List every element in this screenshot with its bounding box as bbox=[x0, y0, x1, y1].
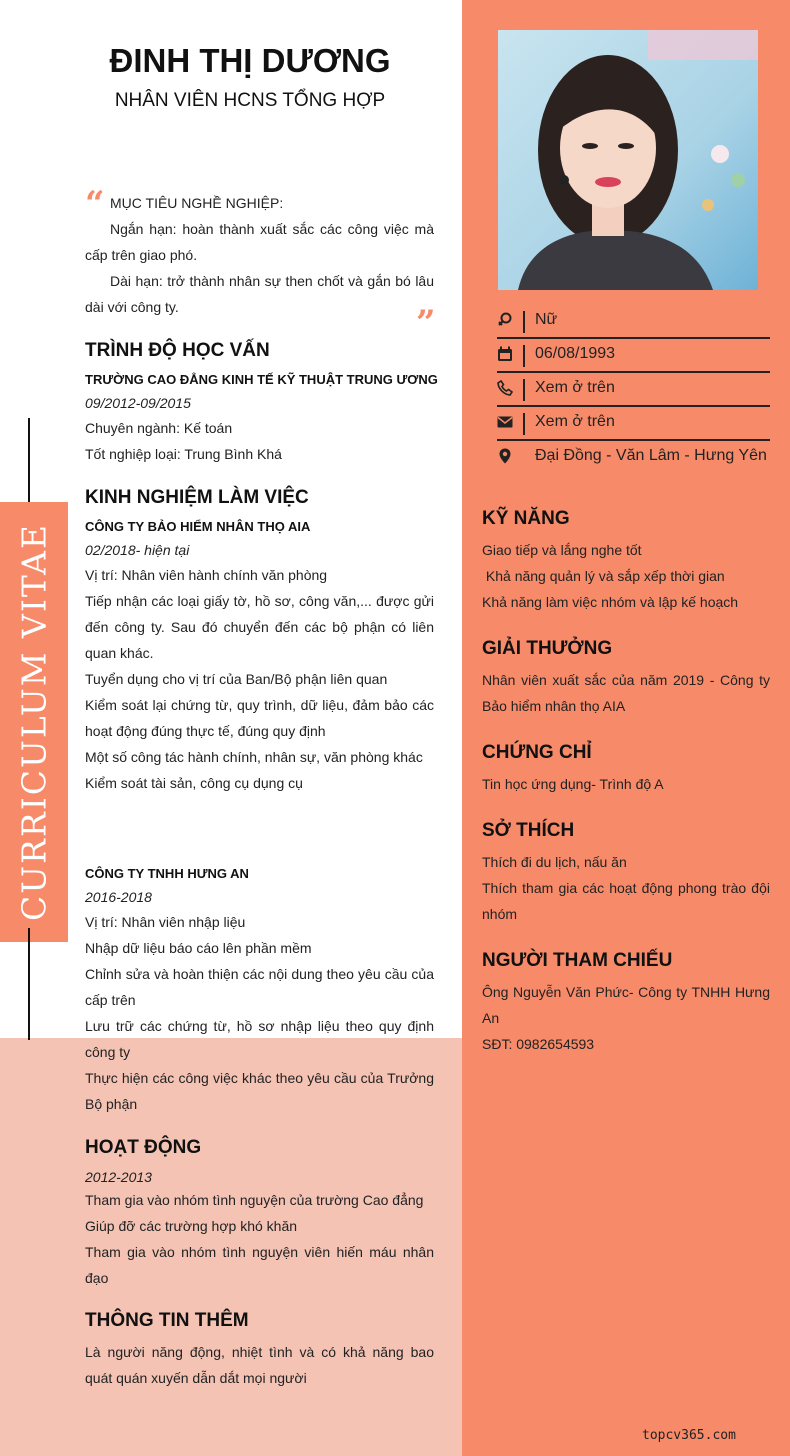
activities-period: 2012-2013 bbox=[85, 1169, 152, 1185]
profile-photo-art bbox=[498, 30, 758, 290]
education-line: Tốt nghiệp loại: Trung Bình Khá bbox=[85, 446, 282, 462]
candidate-job-title: NHÂN VIÊN HCNS TỔNG HỢP bbox=[114, 90, 386, 111]
job-company: CÔNG TY TNHH HƯNG AN bbox=[85, 866, 249, 881]
contact-separator bbox=[523, 413, 525, 435]
contact-gender-row bbox=[497, 305, 770, 339]
additional-text: Là người năng động, nhiệt tình và có khả năng bao quát quán xuyến dẫn dắt mọi người bbox=[85, 1344, 434, 1386]
reference-line: Ông Nguyễn Văn Phức- Công ty TNHH Hưng An bbox=[482, 984, 770, 1026]
job-details bbox=[85, 562, 434, 796]
education-line: Chuyên ngành: Kế toán bbox=[85, 420, 233, 436]
quote-close-icon: ” bbox=[416, 303, 436, 343]
gender-icon bbox=[497, 312, 513, 328]
hobby-item: Thích đi du lịch, nấu ăn bbox=[482, 854, 627, 870]
education-details bbox=[85, 415, 434, 467]
additional-title: THÔNG TIN THÊM bbox=[85, 1310, 249, 1331]
job-period: 2016-2018 bbox=[85, 889, 152, 905]
hobbies-title: SỞ THÍCH bbox=[482, 820, 575, 841]
profile-photo bbox=[498, 30, 758, 290]
reference-line: SĐT: 0982654593 bbox=[482, 1036, 595, 1052]
contact-separator bbox=[523, 345, 525, 367]
contact-email-row bbox=[497, 407, 770, 441]
job-line: Chỉnh sửa và hoàn thiện các nội dung theo yêu cầu của cấp trên bbox=[85, 966, 434, 1008]
activity-line: Giúp đỡ các trường hợp khó khăn bbox=[85, 1218, 298, 1234]
skill-item: Giao tiếp và lắng nghe tốt bbox=[482, 542, 642, 558]
contact-phone-row bbox=[497, 373, 770, 407]
experience-title: KINH NGHIỆM LÀM VIỆC bbox=[85, 487, 309, 508]
objective-section bbox=[85, 190, 434, 320]
job-line: Lưu trữ các chứng từ, hồ sơ nhập liệu theo quy định công ty bbox=[85, 1018, 434, 1060]
contact-birthday-row bbox=[497, 339, 770, 373]
hobby-item: Thích tham gia các hoạt động phong trào đội nhóm bbox=[482, 880, 770, 922]
candidate-name: ĐINH THỊ DƯƠNG bbox=[109, 42, 391, 79]
references-details bbox=[482, 979, 770, 1057]
awards-details bbox=[482, 667, 770, 719]
watermark: topcv365.com bbox=[642, 1428, 736, 1443]
job-period: 02/2018- hiện tại bbox=[85, 542, 190, 558]
calendar-icon bbox=[497, 346, 513, 362]
contact-address-row bbox=[497, 441, 770, 475]
location-icon bbox=[497, 448, 513, 464]
side-label: CURRICULUM VITAE bbox=[14, 522, 54, 922]
contact-birthday: 06/08/1993 bbox=[535, 345, 616, 362]
job-line: Một số công tác hành chính, nhân sự, văn phòng khác bbox=[85, 749, 423, 765]
objective-long-term: Dài hạn: trở thành nhân sự then chốt và gắn bó lâu dài với công ty. bbox=[85, 273, 434, 315]
awards-title: GIẢI THƯỞNG bbox=[482, 638, 613, 659]
references-title: NGƯỜI THAM CHIẾU bbox=[482, 950, 673, 971]
education-school: TRƯỜNG CAO ĐẲNG KINH TẾ KỸ THUẬT TRUNG ƯƠNG bbox=[85, 372, 438, 387]
certificate-text: Tin học ứng dụng- Trình độ A bbox=[482, 776, 664, 792]
side-line-bottom bbox=[28, 928, 30, 1040]
skills-title: KỸ NĂNG bbox=[482, 508, 570, 529]
activities-title: HOẠT ĐỘNG bbox=[85, 1137, 202, 1158]
contact-phone: Xem ở trên bbox=[535, 379, 615, 396]
quote-open-icon: “ bbox=[85, 184, 105, 224]
additional-details bbox=[85, 1339, 434, 1391]
job-line: Tiếp nhận các loại giấy tờ, hồ sơ, công văn,... được gửi đến công ty. Sau đó chuyển đến các bộ phận có liên quan khác. bbox=[85, 593, 434, 661]
job-line: Thực hiện các công việc khác theo yêu cầu của Trưởng Bộ phận bbox=[85, 1070, 434, 1112]
activity-line: Tham gia vào nhóm tình nguyện viên hiến máu nhân đạo bbox=[85, 1244, 434, 1286]
contact-separator bbox=[523, 311, 525, 333]
job-line: Kiểm soát lại chứng từ, quy trình, dữ liệu, đảm bảo các hoạt động đúng thực tế, đúng quy định bbox=[85, 697, 434, 739]
mail-icon bbox=[497, 414, 513, 430]
job-details bbox=[85, 909, 434, 1117]
skill-item: Khả năng làm việc nhóm và lập kế hoạch bbox=[482, 594, 739, 610]
objective-label: MỤC TIÊU NGHỀ NGHIỆP: bbox=[110, 195, 284, 211]
education-title: TRÌNH ĐỘ HỌC VẤN bbox=[85, 340, 270, 361]
objective-short-term: Ngắn hạn: hoàn thành xuất sắc các công việc mà cấp trên giao phó. bbox=[85, 221, 434, 263]
contact-gender: Nữ bbox=[535, 311, 558, 328]
phone-icon bbox=[497, 380, 513, 396]
job-line: Kiểm soát tài sản, công cụ dụng cụ bbox=[85, 775, 303, 791]
activities-details bbox=[85, 1187, 434, 1291]
certificates-details bbox=[482, 771, 770, 797]
contact-email: Xem ở trên bbox=[535, 413, 615, 430]
education-period: 09/2012-09/2015 bbox=[85, 395, 191, 411]
award-text: Nhân viên xuất sắc của năm 2019 - Công ty Bảo hiểm nhân thọ AIA bbox=[482, 672, 770, 714]
job-line: Vị trí: Nhân viên hành chính văn phòng bbox=[85, 567, 328, 583]
contact-separator bbox=[523, 379, 525, 401]
skills-list bbox=[482, 537, 770, 615]
contact-address: Đại Đồng - Văn Lâm - Hưng Yên bbox=[535, 447, 767, 464]
certificates-title: CHỨNG CHỈ bbox=[482, 742, 592, 763]
activity-line: Tham gia vào nhóm tình nguyện của trường Cao đẳng bbox=[85, 1192, 424, 1208]
job-line: Nhập dữ liệu báo cáo lên phần mềm bbox=[85, 940, 312, 956]
job-line: Tuyển dụng cho vị trí của Ban/Bộ phận liên quan bbox=[85, 671, 388, 687]
curriculum-vitae-tab bbox=[0, 502, 68, 942]
skill-item: Khả năng quản lý và sắp xếp thời gian bbox=[482, 568, 725, 584]
job-company: CÔNG TY BẢO HIỂM NHÂN THỌ AIA bbox=[85, 519, 311, 534]
job-line: Vị trí: Nhân viên nhập liệu bbox=[85, 914, 246, 930]
hobbies-list bbox=[482, 849, 770, 927]
